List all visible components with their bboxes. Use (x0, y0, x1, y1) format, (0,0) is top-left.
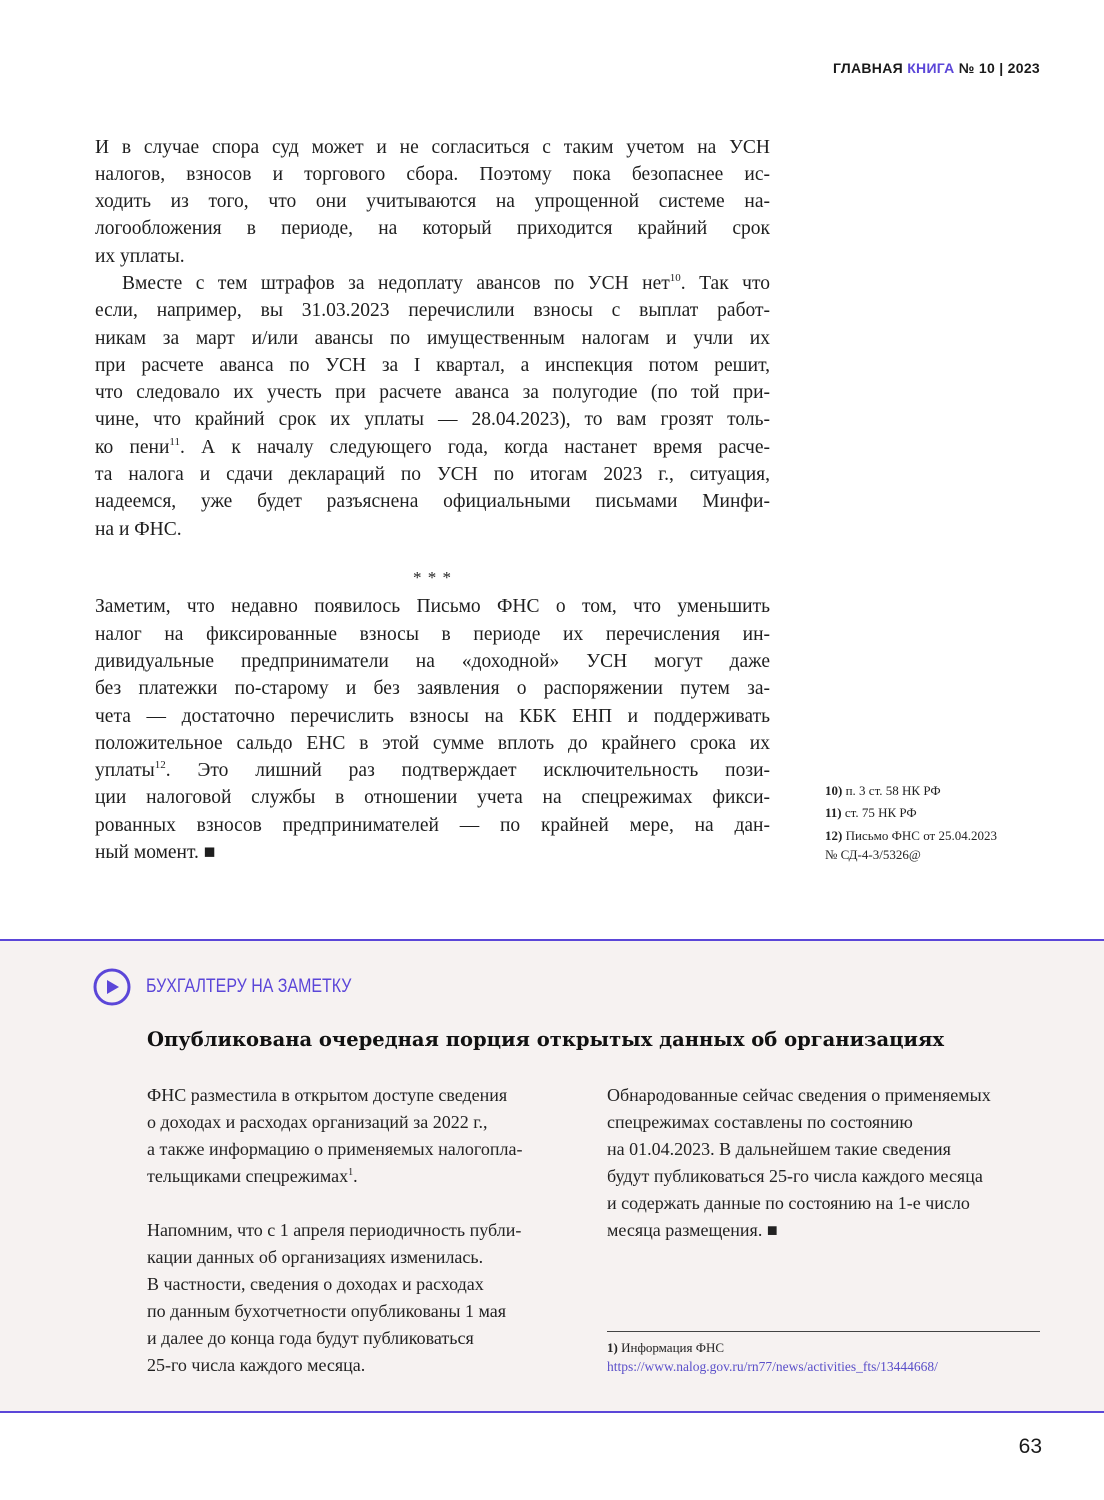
text-line: о доходах и расходах организаций за 2022 г., (147, 1111, 488, 1132)
section-separator: * * * (413, 568, 452, 588)
article-text-bottom (95, 593, 770, 866)
accountant-note-box (0, 941, 1104, 1411)
footnote-number: 11) (825, 805, 842, 820)
footnote-12 (825, 826, 997, 864)
footnote-text: п. 3 ст. 58 НК РФ (845, 783, 941, 798)
paragraph-2 (95, 270, 770, 543)
brand-main: ГЛАВНАЯ (832, 60, 903, 76)
text-line: и содержать данные по состоянию на 1-е число (607, 1192, 970, 1213)
footnote-ref: 1 (348, 1166, 354, 1178)
text-line: на 01.04.2023. В дальнейшем такие сведения (607, 1138, 951, 1159)
text-segment: ко пени (95, 436, 170, 458)
text-line: И в случае спора суд может и не согласиться с таким учетом на УСН (95, 136, 770, 158)
footnote-10 (825, 781, 941, 801)
footnote-text-continued: № СД-4-3/5326@ (825, 846, 921, 862)
text-line: при расчете аванса по УСН за I квартал, а инспекция потом решит, (95, 354, 770, 376)
text-line: без платежки по-старому и без заявления о распоряжении путем за- (95, 678, 770, 700)
text-line: а также информацию о применяемых налогопла- (147, 1138, 523, 1159)
text-line: рованных взносов предпринимателей — по крайней мере, на дан- (95, 814, 770, 836)
text-line: на и ФНС. (95, 518, 182, 540)
text-segment: . (353, 1165, 358, 1186)
brand-accent: КНИГА (907, 60, 955, 76)
footnote-number: 10) (825, 783, 843, 798)
paragraph-gap (147, 1190, 587, 1217)
note-bottom-rule (0, 1411, 1104, 1414)
footnote-ref: 12 (154, 759, 166, 772)
text-line: Заметим, что недавно появилось Письмо ФНС о том, что уменьшить (95, 596, 770, 618)
text-line: если, например, вы 31.03.2023 перечислили взносы с выплат работ- (95, 300, 770, 322)
text-line: та налога и сдачи деклараций по УСН по итогам 2023 г., ситуация, (95, 464, 770, 486)
footnote-text: Письмо ФНС от 25.04.2023 (845, 827, 997, 843)
note-paragraph-2 (147, 1217, 587, 1380)
text-segment: . А к началу следующего года, когда настанет время расче- (180, 436, 770, 458)
text-line: ФНС разместила в открытом доступе сведения (147, 1084, 508, 1105)
text-line: В частности, сведения о доходах и расходах (147, 1274, 484, 1295)
footnote-text: Информация ФНС (621, 1340, 725, 1355)
text-line: логообложения в периоде, на который приходится крайний срок (95, 218, 770, 240)
text-line: никам за март и/или авансы по имущественным налогам и учли их (95, 327, 770, 349)
footnote-number: 1) (607, 1340, 618, 1355)
text-line: спецрежимах составлены по состоянию (607, 1111, 913, 1132)
note-left-column (147, 1082, 587, 1380)
footnote-ref: 11 (169, 435, 180, 448)
text-line: надеемся, уже будет разъяснена официальными письмами Минфи- (95, 491, 770, 513)
text-line: Напомним, что с 1 апреля периодичность публи- (147, 1219, 522, 1240)
text-line: чета — достаточно перечислить взносы на КБК ЕНП и поддерживать (95, 705, 770, 727)
text-line: будут публиковаться 25-го числа каждого месяца (607, 1165, 983, 1186)
text-line: что следовало их учесть при расчете аванса за полугодие (по той при- (95, 382, 770, 404)
text-line: налогов, взносов и торгового сбора. Поэтому пока безопаснее ис- (95, 163, 770, 185)
note-title: Опубликована очередная порция открытых данных об организациях (147, 1028, 945, 1051)
page-number: 63 (1018, 1435, 1042, 1458)
article-text-top (95, 134, 770, 543)
text-line: и далее до конца года будут публиковаться (147, 1328, 474, 1349)
running-header (833, 59, 1040, 77)
footnote-number: 12) (825, 827, 843, 843)
note-footnote-link-line (607, 1357, 938, 1376)
text-line: по данным бухотчетности опубликованы 1 мая (147, 1301, 506, 1322)
text-line (95, 434, 770, 461)
footnote-ref: 10 (669, 271, 681, 284)
text-line: их уплаты. (95, 245, 185, 267)
text-segment: . Так что (680, 272, 770, 294)
paragraph-1 (95, 134, 770, 270)
text-line (95, 757, 770, 784)
footnote-11 (825, 803, 917, 823)
text-line: дивидуальные предприниматели на «доходной» УСН могут даже (95, 650, 770, 672)
issue-number: № 10 | 2023 (958, 60, 1040, 76)
text-segment: уплаты (95, 760, 155, 782)
note-right-column (607, 1082, 1047, 1245)
note-rubric: БУХГАЛТЕРУ НА ЗАМЕТКУ (146, 976, 352, 997)
text-line: 25-го числа каждого месяца. (147, 1355, 366, 1376)
text-line: месяца размещения. ■ (607, 1219, 778, 1240)
text-line (95, 270, 770, 297)
text-line (147, 1163, 587, 1190)
text-line: Обнародованные сейчас сведения о применяемых (607, 1084, 991, 1105)
note-footnote (607, 1338, 938, 1376)
note-footnote-rule (607, 1331, 1040, 1332)
play-circle-icon (92, 967, 132, 1007)
text-line: положительное сальдо ЕНС в этой сумме вплоть до крайнего срока их (95, 732, 770, 754)
text-line: кации данных об организациях изменилась. (147, 1247, 484, 1268)
note-footnote-line (607, 1338, 938, 1357)
text-line: ный момент. ■ (95, 842, 216, 864)
source-link[interactable]: https://www.nalog.gov.ru/rn77/news/activities_fts/13444668/ (607, 1359, 938, 1374)
text-line: налог на фиксированные взносы в периоде их перечисления ин- (95, 623, 770, 645)
text-segment: . Это лишний раз подтверждает исключительность пози- (165, 760, 770, 782)
text-line: ходить из того, что они учитываются на упрощенной системе на- (95, 191, 770, 213)
text-line: ции налоговой службы в отношении учета на спецрежимах фикси- (95, 787, 770, 809)
text-segment: Вместе с тем штрафов за недоплату авансов по УСН нет (122, 272, 670, 294)
footnote-text: ст. 75 НК РФ (844, 805, 917, 820)
text-segment: тельщиками спецрежимах (147, 1165, 349, 1186)
paragraph-3 (95, 593, 770, 866)
text-line: чине, что крайний срок их уплаты — 28.04.2023), то вам грозят толь- (95, 409, 770, 431)
note-paragraph-1 (147, 1082, 587, 1190)
